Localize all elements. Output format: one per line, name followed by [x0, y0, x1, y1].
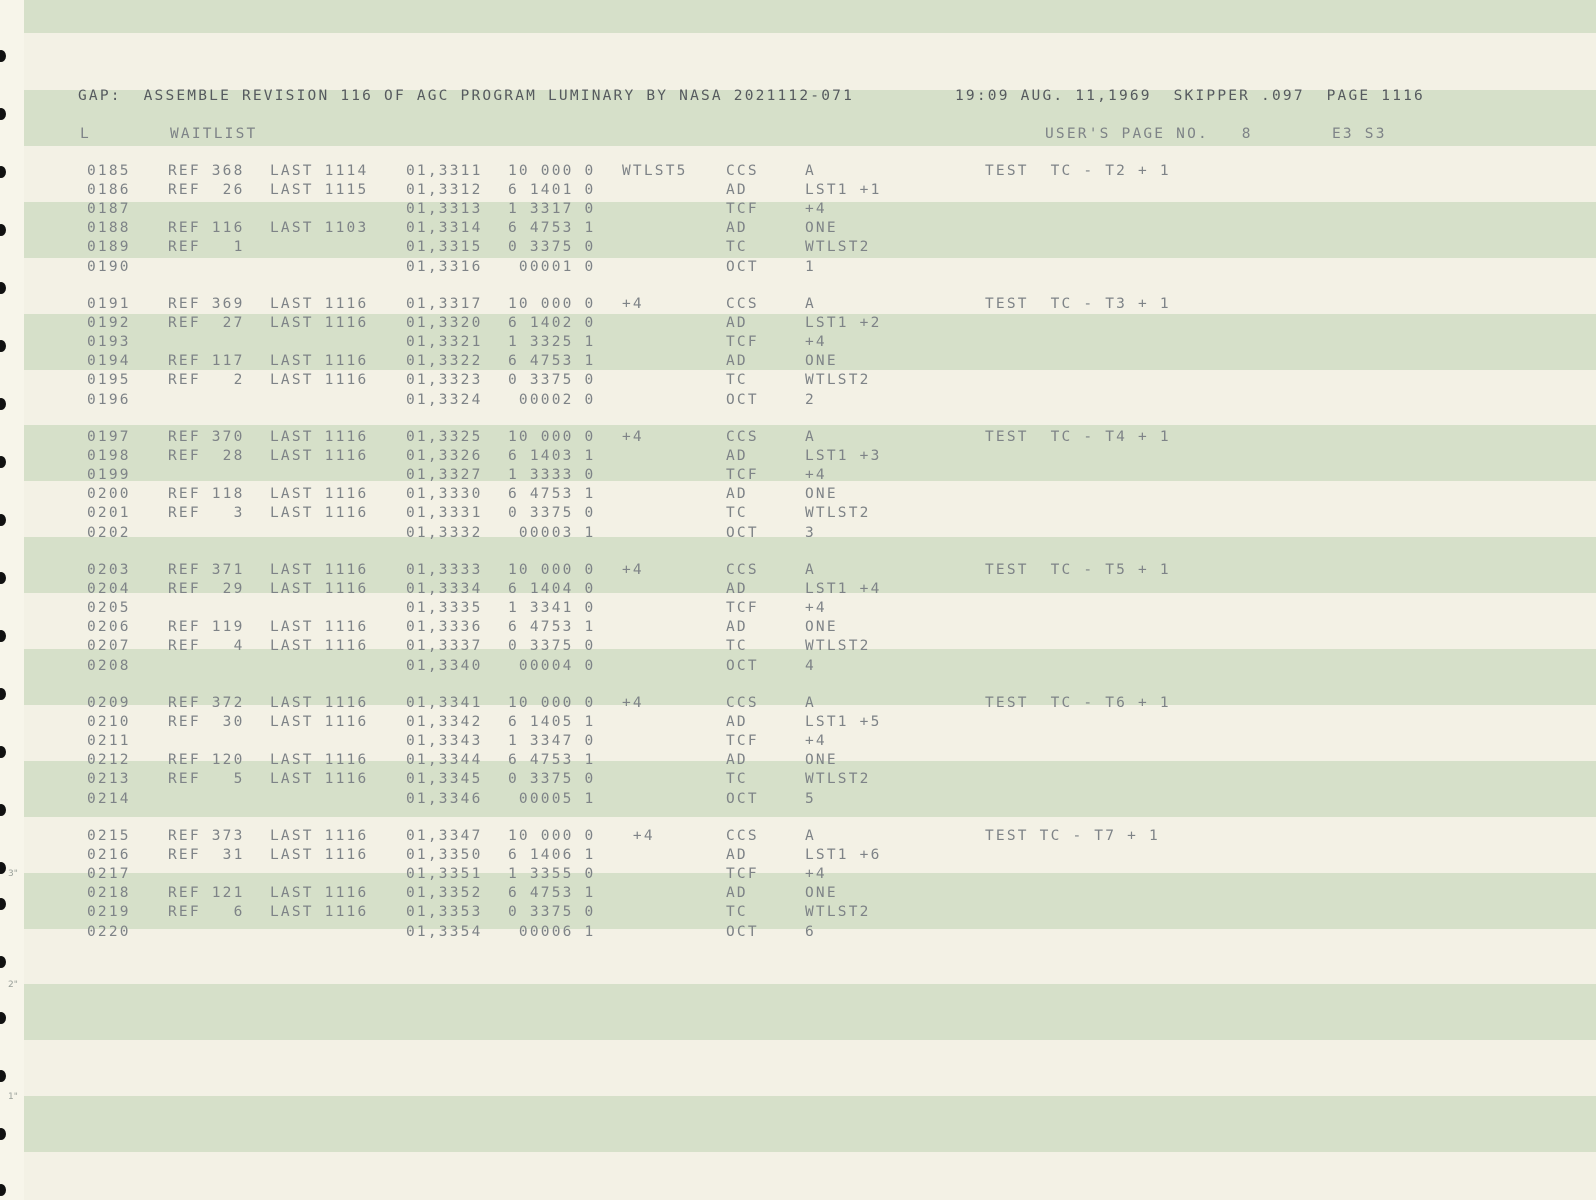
octal-word: 0 3375 0 — [508, 239, 596, 256]
address: 01,3313 — [406, 201, 483, 218]
octal-word: 1 3333 0 — [508, 467, 596, 484]
green-bar-stripe — [24, 1096, 1596, 1152]
line-number: 0199 — [87, 467, 131, 484]
opcode: AD — [726, 885, 748, 902]
operand: WTLST2 — [805, 239, 871, 256]
operand: LST1 +4 — [805, 581, 882, 598]
line-number: 0217 — [87, 866, 131, 883]
opcode: TC — [726, 372, 748, 389]
comment: TEST TC - T5 + 1 — [985, 562, 1171, 578]
octal-word: 6 1405 1 — [508, 714, 596, 731]
ref-count: REF 117 — [168, 353, 245, 370]
last-ref: LAST 1103 — [270, 220, 369, 237]
opcode: TCF — [726, 201, 759, 218]
address: 01,3354 — [406, 923, 483, 940]
line-number: 0207 — [87, 638, 131, 655]
opcode: TCF — [726, 866, 759, 883]
green-bar-stripe — [24, 0, 1596, 33]
octal-word: 00003 1 — [508, 524, 596, 541]
operand: ONE — [805, 752, 838, 769]
line-number: 0185 — [87, 163, 131, 179]
line-number: 0206 — [87, 619, 131, 636]
address: 01,3320 — [406, 315, 483, 332]
last-ref: LAST 1116 — [270, 904, 369, 921]
line-number: 0194 — [87, 353, 131, 370]
opcode: AD — [726, 486, 748, 503]
octal-word: 6 4753 1 — [508, 619, 596, 636]
label: +4 — [622, 828, 655, 844]
octal-word: 1 3317 0 — [508, 201, 596, 218]
last-ref: LAST 1116 — [270, 828, 369, 844]
ref-count: REF 1 — [168, 239, 245, 256]
address: 01,3332 — [406, 524, 483, 541]
last-ref: LAST 1116 — [270, 315, 369, 332]
opcode: OCT — [726, 524, 759, 541]
operand: 2 — [805, 391, 816, 408]
inch-mark-1: 1" — [8, 1092, 18, 1102]
operand: ONE — [805, 220, 838, 237]
line-number: 0198 — [87, 448, 131, 465]
line-number: 0215 — [87, 828, 131, 844]
ref-count: REF 119 — [168, 619, 245, 636]
opcode: TCF — [726, 334, 759, 351]
line-number: 0187 — [87, 201, 131, 218]
operand: +4 — [805, 334, 827, 351]
ref-count: REF 30 — [168, 714, 245, 731]
ref-count: REF 372 — [168, 695, 245, 711]
last-ref: LAST 1116 — [270, 353, 369, 370]
address: 01,3347 — [406, 828, 483, 844]
octal-word: 00006 1 — [508, 923, 596, 940]
line-number: 0219 — [87, 904, 131, 921]
opcode: CCS — [726, 296, 759, 312]
last-ref: LAST 1114 — [270, 163, 369, 179]
ref-count: REF 369 — [168, 296, 245, 312]
opcode: TC — [726, 239, 748, 256]
last-ref: LAST 1116 — [270, 429, 369, 445]
ref-count: REF 373 — [168, 828, 245, 844]
address: 01,3344 — [406, 752, 483, 769]
line-number: 0192 — [87, 315, 131, 332]
line-number: 0220 — [87, 923, 131, 940]
address: 01,3327 — [406, 467, 483, 484]
opcode: TC — [726, 771, 748, 788]
ref-count: REF 370 — [168, 429, 245, 445]
operand: ONE — [805, 619, 838, 636]
address: 01,3330 — [406, 486, 483, 503]
opcode: CCS — [726, 828, 759, 844]
octal-word: 1 3355 0 — [508, 866, 596, 883]
ref-count: REF 116 — [168, 220, 245, 237]
last-ref: LAST 1116 — [270, 885, 369, 902]
operand: A — [805, 296, 816, 312]
address: 01,3334 — [406, 581, 483, 598]
ref-count: REF 26 — [168, 182, 245, 199]
line-number: 0189 — [87, 239, 131, 256]
users-page-number: USER'S PAGE NO. 8 — [1045, 126, 1253, 142]
operand: +4 — [805, 733, 827, 750]
octal-word: 0 3375 0 — [508, 372, 596, 389]
octal-word: 10 000 0 — [508, 562, 596, 578]
opcode: TCF — [726, 733, 759, 750]
operand: +4 — [805, 467, 827, 484]
last-ref: LAST 1116 — [270, 695, 369, 711]
octal-word: 6 4753 1 — [508, 752, 596, 769]
ref-count: REF 3 — [168, 505, 245, 522]
line-number: 0197 — [87, 429, 131, 445]
address: 01,3311 — [406, 163, 483, 179]
opcode: CCS — [726, 163, 759, 179]
octal-word: 6 1403 1 — [508, 448, 596, 465]
address: 01,3326 — [406, 448, 483, 465]
comment: TEST TC - T2 + 1 — [985, 163, 1171, 179]
octal-word: 0 3375 0 — [508, 505, 596, 522]
label: +4 — [622, 429, 644, 445]
comment: TEST TC - T4 + 1 — [985, 429, 1171, 445]
operand: 4 — [805, 657, 816, 674]
line-number: 0196 — [87, 391, 131, 408]
octal-word: 00001 0 — [508, 258, 596, 275]
opcode: TC — [726, 638, 748, 655]
address: 01,3324 — [406, 391, 483, 408]
line-number: 0203 — [87, 562, 131, 578]
octal-word: 6 1406 1 — [508, 847, 596, 864]
operand: 1 — [805, 258, 816, 275]
opcode: OCT — [726, 923, 759, 940]
octal-word: 1 3325 1 — [508, 334, 596, 351]
operand: A — [805, 562, 816, 578]
operand: WTLST2 — [805, 372, 871, 389]
opcode: TCF — [726, 467, 759, 484]
ref-count: REF 120 — [168, 752, 245, 769]
octal-word: 10 000 0 — [508, 695, 596, 711]
inch-mark-3: 3" — [8, 869, 18, 879]
octal-word: 6 4753 1 — [508, 220, 596, 237]
opcode: OCT — [726, 657, 759, 674]
opcode: OCT — [726, 258, 759, 275]
opcode: OCT — [726, 391, 759, 408]
last-ref: LAST 1116 — [270, 372, 369, 389]
last-ref: LAST 1115 — [270, 182, 369, 199]
address: 01,3321 — [406, 334, 483, 351]
ref-count: REF 6 — [168, 904, 245, 921]
address: 01,3335 — [406, 600, 483, 617]
line-number: 0191 — [87, 296, 131, 312]
operand: LST1 +6 — [805, 847, 882, 864]
opcode: AD — [726, 220, 748, 237]
ref-count: REF 27 — [168, 315, 245, 332]
assembly-header: GAP: ASSEMBLE REVISION 116 OF AGC PROGRAM LUMINARY BY NASA 2021112-071 — [78, 88, 855, 104]
address: 01,3340 — [406, 657, 483, 674]
last-ref: LAST 1116 — [270, 448, 369, 465]
address: 01,3336 — [406, 619, 483, 636]
line-number: 0204 — [87, 581, 131, 598]
opcode: TC — [726, 505, 748, 522]
operand: ONE — [805, 353, 838, 370]
octal-word: 10 000 0 — [508, 828, 596, 844]
address: 01,3343 — [406, 733, 483, 750]
ref-count: REF 368 — [168, 163, 245, 179]
ref-count: REF 28 — [168, 448, 245, 465]
operand: A — [805, 163, 816, 179]
ref-count: REF 2 — [168, 372, 245, 389]
label: +4 — [622, 695, 644, 711]
comment: TEST TC - T3 + 1 — [985, 296, 1171, 312]
address: 01,3350 — [406, 847, 483, 864]
green-bar-stripe — [24, 984, 1596, 1040]
opcode: AD — [726, 353, 748, 370]
operand: LST1 +3 — [805, 448, 882, 465]
opcode: CCS — [726, 695, 759, 711]
address: 01,3322 — [406, 353, 483, 370]
line-number: 0208 — [87, 657, 131, 674]
label: WTLST5 — [622, 163, 688, 179]
operand: LST1 +1 — [805, 182, 882, 199]
opcode: CCS — [726, 562, 759, 578]
address: 01,3346 — [406, 790, 483, 807]
address: 01,3331 — [406, 505, 483, 522]
opcode: TCF — [726, 600, 759, 617]
opcode: AD — [726, 752, 748, 769]
section-letter: L — [80, 126, 91, 142]
address: 01,3353 — [406, 904, 483, 921]
line-number: 0212 — [87, 752, 131, 769]
operand: WTLST2 — [805, 505, 871, 522]
operand: WTLST2 — [805, 904, 871, 921]
octal-word: 6 4753 1 — [508, 486, 596, 503]
section-name: WAITLIST — [170, 126, 258, 142]
opcode: AD — [726, 847, 748, 864]
address: 01,3342 — [406, 714, 483, 731]
octal-word: 10 000 0 — [508, 163, 596, 179]
last-ref: LAST 1116 — [270, 296, 369, 312]
address: 01,3341 — [406, 695, 483, 711]
line-number: 0211 — [87, 733, 131, 750]
last-ref: LAST 1116 — [270, 505, 369, 522]
line-number: 0193 — [87, 334, 131, 351]
address: 01,3352 — [406, 885, 483, 902]
operand: 6 — [805, 923, 816, 940]
comment: TEST TC - T7 + 1 — [985, 828, 1160, 844]
octal-word: 0 3375 0 — [508, 638, 596, 655]
operand: WTLST2 — [805, 638, 871, 655]
operand: 5 — [805, 790, 816, 807]
octal-word: 0 3375 0 — [508, 904, 596, 921]
address: 01,3323 — [406, 372, 483, 389]
last-ref: LAST 1116 — [270, 714, 369, 731]
address: 01,3325 — [406, 429, 483, 445]
octal-word: 0 3375 0 — [508, 771, 596, 788]
line-number: 0210 — [87, 714, 131, 731]
line-number: 0209 — [87, 695, 131, 711]
address: 01,3337 — [406, 638, 483, 655]
line-number: 0205 — [87, 600, 131, 617]
line-number: 0195 — [87, 372, 131, 389]
address: 01,3316 — [406, 258, 483, 275]
line-number: 0190 — [87, 258, 131, 275]
octal-word: 10 000 0 — [508, 296, 596, 312]
line-number: 0188 — [87, 220, 131, 237]
octal-word: 6 1402 0 — [508, 315, 596, 332]
inch-mark-2: 2" — [8, 980, 18, 990]
operand: A — [805, 429, 816, 445]
operand: 3 — [805, 524, 816, 541]
address: 01,3345 — [406, 771, 483, 788]
operand: ONE — [805, 486, 838, 503]
octal-word: 00005 1 — [508, 790, 596, 807]
address: 01,3317 — [406, 296, 483, 312]
page-code: E3 S3 — [1332, 126, 1387, 142]
ref-count: REF 29 — [168, 581, 245, 598]
opcode: AD — [726, 315, 748, 332]
octal-word: 6 1404 0 — [508, 581, 596, 598]
operand: LST1 +2 — [805, 315, 882, 332]
operand: WTLST2 — [805, 771, 871, 788]
line-number: 0200 — [87, 486, 131, 503]
opcode: AD — [726, 182, 748, 199]
address: 01,3312 — [406, 182, 483, 199]
line-number: 0213 — [87, 771, 131, 788]
octal-word: 6 1401 0 — [508, 182, 596, 199]
octal-word: 1 3347 0 — [508, 733, 596, 750]
opcode: OCT — [726, 790, 759, 807]
line-number: 0214 — [87, 790, 131, 807]
line-number: 0218 — [87, 885, 131, 902]
operand: A — [805, 828, 816, 844]
opcode: CCS — [726, 429, 759, 445]
last-ref: LAST 1116 — [270, 771, 369, 788]
operand: +4 — [805, 201, 827, 218]
address: 01,3314 — [406, 220, 483, 237]
line-number: 0202 — [87, 524, 131, 541]
operand: +4 — [805, 600, 827, 617]
octal-word: 00004 0 — [508, 657, 596, 674]
octal-word: 6 4753 1 — [508, 885, 596, 902]
last-ref: LAST 1116 — [270, 847, 369, 864]
octal-word: 1 3341 0 — [508, 600, 596, 617]
line-number: 0216 — [87, 847, 131, 864]
operand: LST1 +5 — [805, 714, 882, 731]
comment: TEST TC - T6 + 1 — [985, 695, 1171, 711]
octal-word: 00002 0 — [508, 391, 596, 408]
ref-count: REF 5 — [168, 771, 245, 788]
line-number: 0186 — [87, 182, 131, 199]
address: 01,3315 — [406, 239, 483, 256]
label: +4 — [622, 562, 644, 578]
operand: +4 — [805, 866, 827, 883]
last-ref: LAST 1116 — [270, 486, 369, 503]
ref-count: REF 121 — [168, 885, 245, 902]
address: 01,3351 — [406, 866, 483, 883]
ref-count: REF 371 — [168, 562, 245, 578]
run-stamp: 19:09 AUG. 11,1969 SKIPPER .097 PAGE 1116 — [955, 88, 1425, 104]
line-number: 0201 — [87, 505, 131, 522]
opcode: AD — [726, 448, 748, 465]
operand: ONE — [805, 885, 838, 902]
ref-count: REF 31 — [168, 847, 245, 864]
opcode: AD — [726, 619, 748, 636]
last-ref: LAST 1116 — [270, 581, 369, 598]
opcode: AD — [726, 714, 748, 731]
last-ref: LAST 1116 — [270, 619, 369, 636]
operand: A — [805, 695, 816, 711]
last-ref: LAST 1116 — [270, 752, 369, 769]
address: 01,3333 — [406, 562, 483, 578]
octal-word: 6 4753 1 — [508, 353, 596, 370]
last-ref: LAST 1116 — [270, 638, 369, 655]
last-ref: LAST 1116 — [270, 562, 369, 578]
opcode: TC — [726, 904, 748, 921]
opcode: AD — [726, 581, 748, 598]
ref-count: REF 4 — [168, 638, 245, 655]
octal-word: 10 000 0 — [508, 429, 596, 445]
label: +4 — [622, 296, 644, 312]
ref-count: REF 118 — [168, 486, 245, 503]
